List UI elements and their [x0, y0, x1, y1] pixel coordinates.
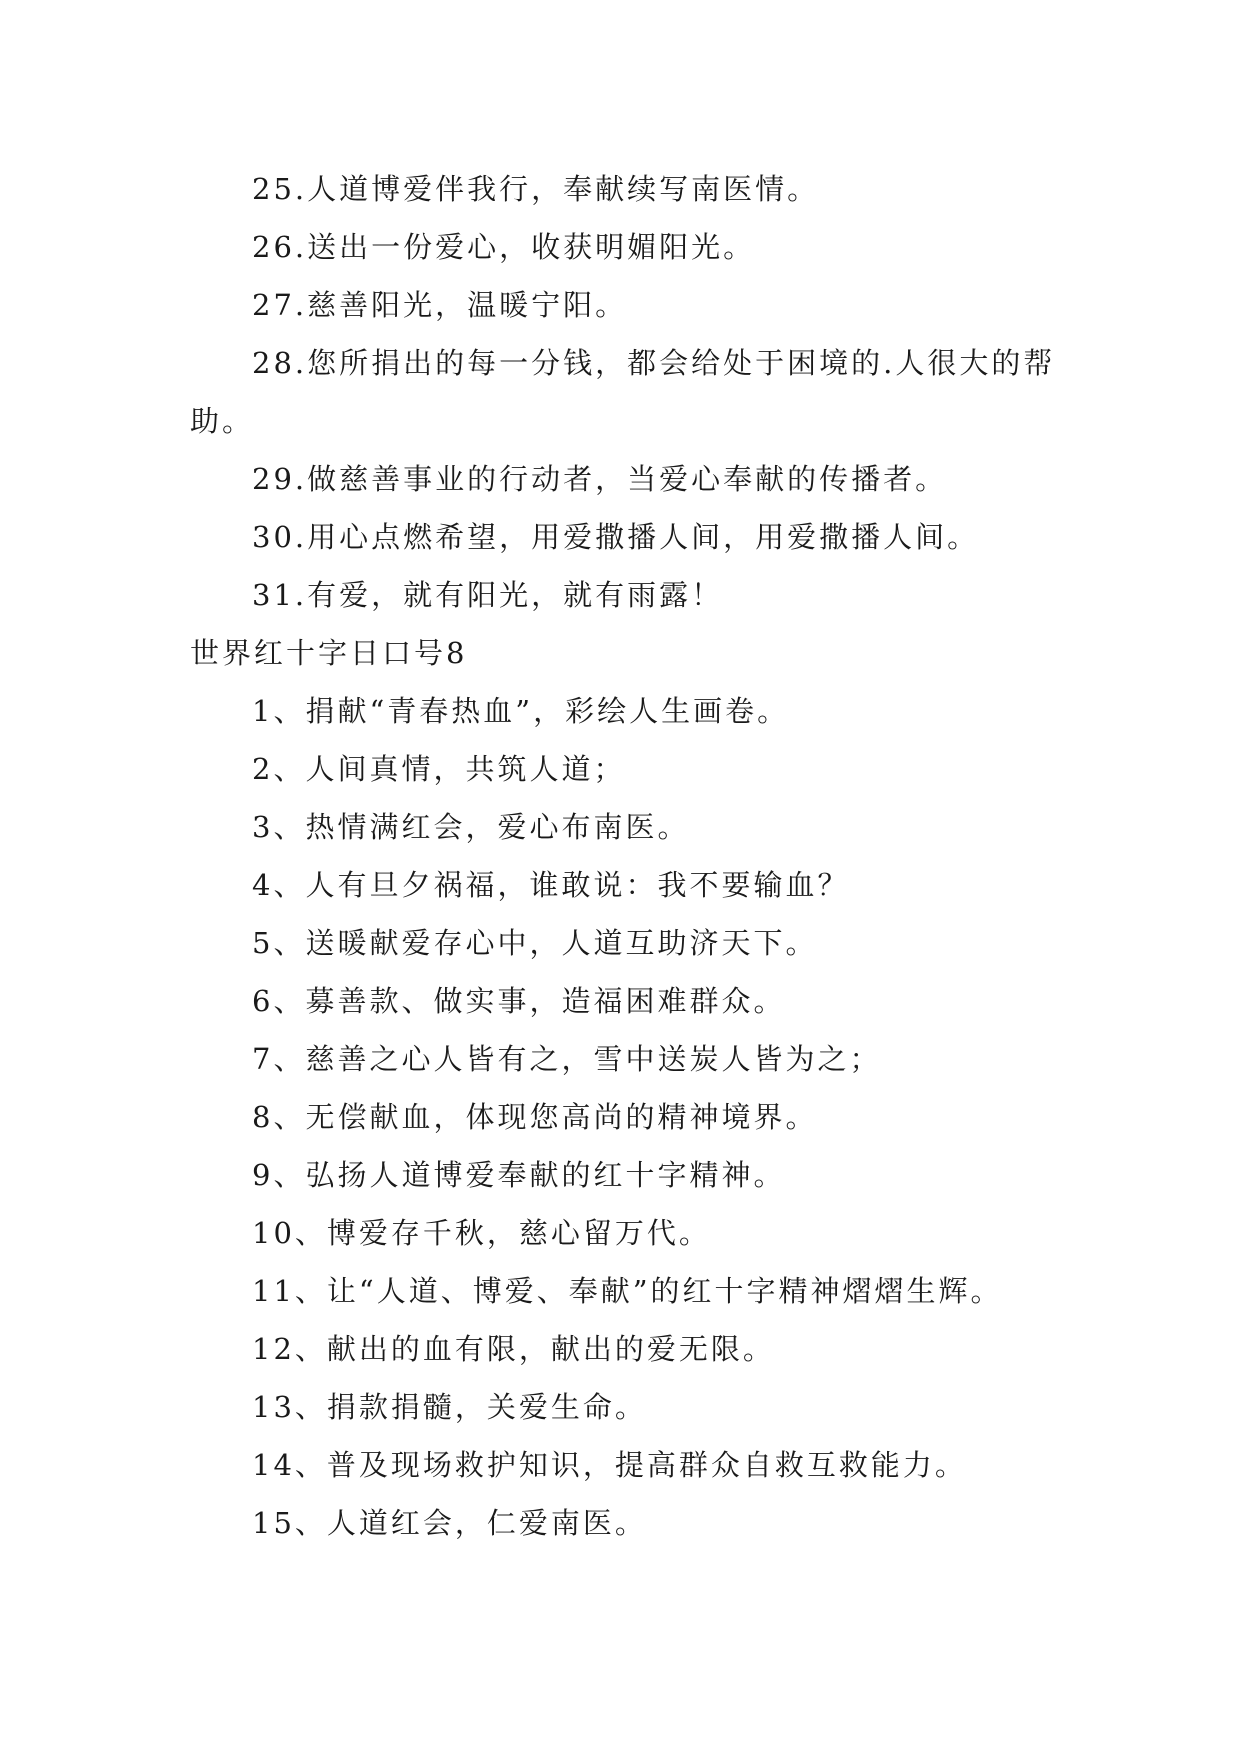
slogan-item-13: 13、捐款捐髓，关爱生命。 [252, 1390, 647, 1424]
slogan-item-1: 1、捐献“青春热血”，彩绘人生画卷。 [252, 694, 790, 728]
slogan-item-3: 3、热情满红会，爱心布南医。 [252, 810, 690, 844]
slogan-item-8: 8、无偿献血，体现您高尚的精神境界。 [252, 1100, 818, 1134]
slogan-item-27: 27.慈善阳光，温暖宁阳。 [252, 288, 628, 322]
slogan-item-11: 11、让“人道、博爱、奉献”的红十字精神熠熠生辉。 [252, 1274, 1003, 1308]
slogan-item-28: 28.您所捐出的每一分钱，都会给处于困境的.人很大的帮助。 [190, 346, 1056, 438]
slogan-item-26: 26.送出一份爱心，收获明媚阳光。 [252, 230, 756, 264]
slogan-item-6: 6、募善款、做实事，造福困难群众。 [252, 984, 786, 1018]
slogan-item-5: 5、送暖献爱存心中，人道互助济天下。 [252, 926, 818, 960]
slogan-item-9: 9、弘扬人道博爱奉献的红十字精神。 [252, 1158, 786, 1192]
slogan-item-29: 29.做慈善事业的行动者，当爱心奉献的传播者。 [252, 462, 948, 496]
slogan-item-25: 25.人道博爱伴我行，奉献续写南医情。 [252, 172, 820, 206]
slogan-item-10: 10、博爱存千秋，慈心留万代。 [252, 1216, 711, 1250]
slogan-item-30: 30.用心点燃希望，用爱撒播人间，用爱撒播人间。 [252, 520, 980, 554]
slogan-item-14: 14、普及现场救护知识，提高群众自救互救能力。 [252, 1448, 967, 1482]
document-body [190, 160, 1070, 1552]
slogan-item-12: 12、献出的血有限，献出的爱无限。 [252, 1332, 775, 1366]
slogan-item-15: 15、人道红会，仁爱南医。 [252, 1506, 647, 1540]
section-heading: 世界红十字日口号8 [190, 636, 468, 670]
slogan-item-7: 7、慈善之心人皆有之，雪中送炭人皆为之； [252, 1042, 882, 1076]
slogan-item-2: 2、人间真情，共筑人道； [252, 752, 626, 786]
slogan-item-31: 31.有爱，就有阳光，就有雨露！ [252, 578, 724, 612]
slogan-item-4: 4、人有旦夕祸福，谁敢说：我不要输血？ [252, 868, 850, 902]
